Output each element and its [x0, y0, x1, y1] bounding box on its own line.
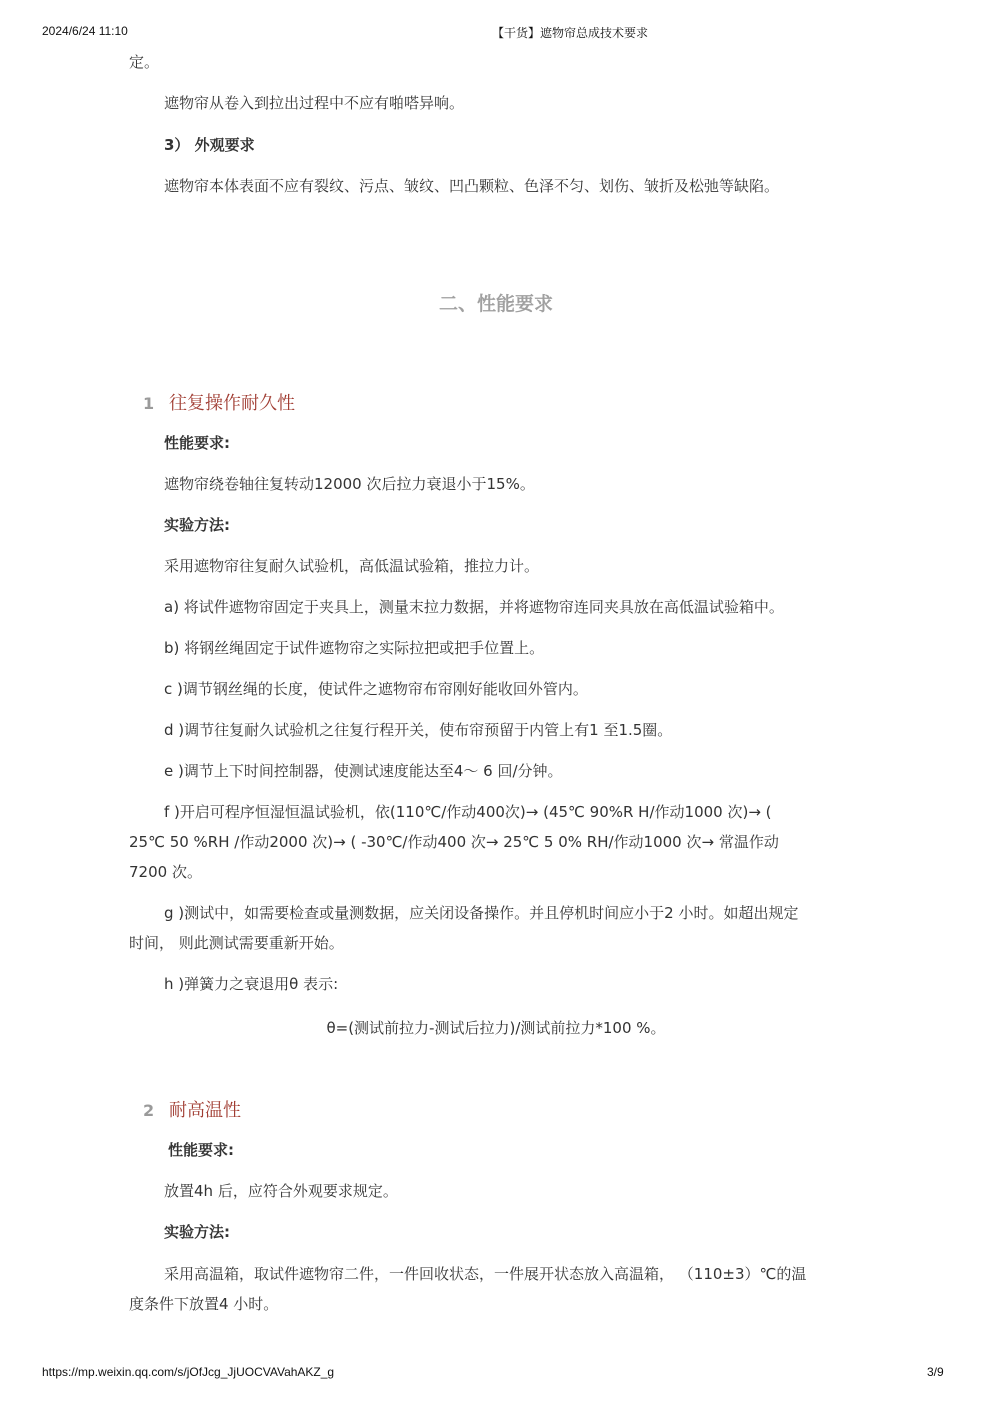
footer-page-number: 3/9 [927, 1365, 944, 1379]
method-label: 实验方法: [164, 1223, 230, 1241]
step-c: c )调节钢丝绳的长度，使试件之遮物帘布帘刚好能收回外管内。 [164, 680, 588, 698]
footer-url[interactable]: https://mp.weixin.qq.com/s/jOfJcg_JjUOCVAVahAKZ_g [42, 1365, 335, 1379]
step-b: b) 将钢丝绳固定于试件遮物帘之实际拉把或把手位置上。 [164, 639, 545, 657]
subsection-number: 1 [143, 394, 155, 413]
method-text-line2: 度条件下放置4 小时。 [129, 1295, 279, 1313]
step-a: a) 将试件遮物帘固定于夹具上，测量末拉力数据，并将遮物帘连同夹具放在高低温试验箱中。 [164, 598, 784, 616]
header-datetime: 2024/6/24 11:10 [42, 24, 128, 38]
subsection-number: 2 [143, 1101, 155, 1120]
requirement-text: 放置4h 后，应符合外观要求规定。 [164, 1182, 398, 1200]
subsection-heading-2 [143, 1096, 241, 1122]
requirement-text: 遮物帘绕卷轴往复转动12000 次后拉力衰退小于15%。 [164, 475, 535, 493]
step-f-line1: f )开启可程序恒湿恒温试验机，依(110℃/作动400次)→ (45℃ 90%R H/作动1000 次)→ ( [164, 803, 772, 821]
step-e: e )调节上下时间控制器，使测试速度能达至4～ 6 回/分钟。 [164, 762, 563, 780]
paragraph-continuation: 定。 [129, 53, 160, 71]
section-title: 二、性能要求 [438, 293, 553, 315]
header-title: 【干货】遮物帘总成技术要求 [491, 26, 648, 40]
requirement-label: 性能要求: [168, 1141, 234, 1159]
requirement-label: 性能要求: [164, 434, 230, 452]
step-f-line3: 7200 次。 [129, 863, 202, 881]
subsection-title: 往复操作耐久性 [169, 393, 295, 414]
step-d: d )调节往复耐久试验机之往复行程开关，使布帘预留于内管上有1 至1.5圈。 [164, 721, 673, 739]
method-text: 采用遮物帘往复耐久试验机，高低温试验箱，推拉力计。 [164, 557, 540, 575]
method-text-line1: 采用高温箱，取试件遮物帘二件，一件回收状态，一件展开状态放入高温箱， （110±3）℃的温 [164, 1265, 807, 1283]
step-f-line2: 25℃ 50 %RH /作动2000 次)→ ( -30℃/作动400 次→ 25℃ 5 0% RH/作动1000 次→ 常温作动 [129, 833, 779, 851]
step-g-line2: 时间， 则此测试需要重新开始。 [129, 934, 344, 952]
formula: θ=(测试前拉力-测试后拉力)/测试前拉力*100 %。 [326, 1019, 666, 1037]
step-g-line1: g )测试中，如需要检查或量测数据，应关闭设备操作。并且停机时间应小于2 小时。如超出规定 [164, 904, 799, 922]
method-label: 实验方法: [164, 516, 230, 534]
subsection-heading-1 [143, 389, 295, 415]
step-h: h )弹簧力之衰退用θ 表示: [164, 975, 339, 993]
subsection-title: 耐高温性 [169, 1100, 241, 1121]
paragraph-noise-requirement: 遮物帘从卷入到拉出过程中不应有啪嗒异响。 [164, 94, 465, 112]
paragraph-appearance-requirement: 遮物帘本体表面不应有裂纹、污点、皱纹、凹凸颗粒、色泽不匀、划伤、皱折及松弛等缺陷。 [164, 177, 780, 195]
heading-appearance-requirement: 3） 外观要求 [164, 136, 255, 154]
